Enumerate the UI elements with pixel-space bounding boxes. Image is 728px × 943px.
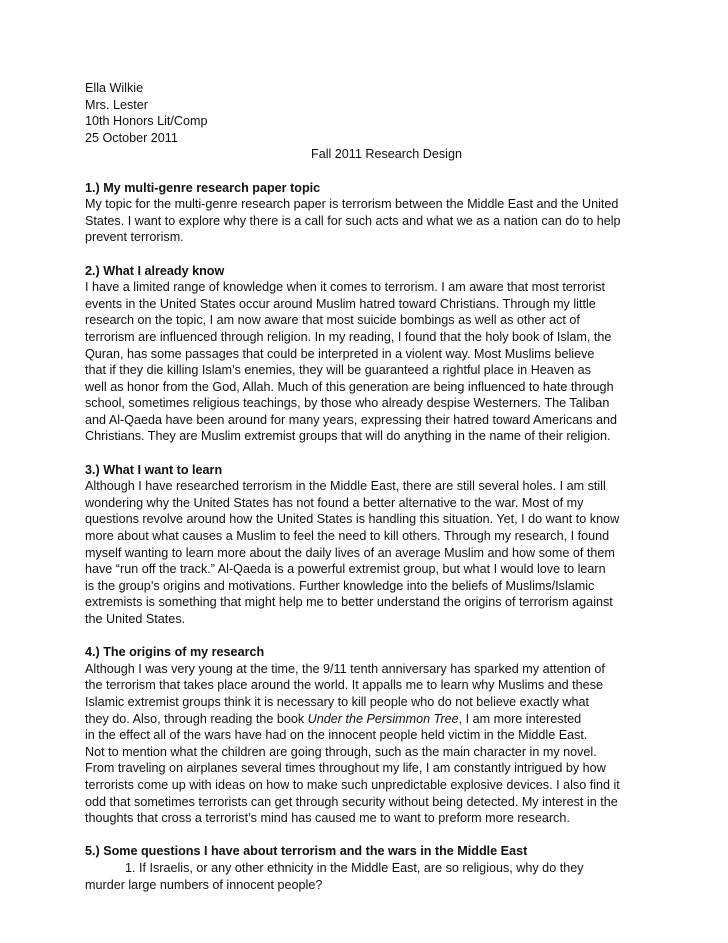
paragraph-line: terrorists come up with ideas on how to make such unpredictable explosive devices. I also find it [85,777,620,792]
paragraph-line: the terrorism that takes place around the world. It appalls me to learn why Muslims and these [85,678,603,693]
section-origins [85,644,660,827]
spacer [85,445,660,462]
paragraph-line: research on the topic, I am now aware that most suicide bombings as well as other act of [85,313,580,328]
paragraph-line: My topic for the multi-genre research paper is terrorism between the Middle East and the United [85,197,619,212]
paragraph-line [85,711,660,728]
section-questions [85,843,660,893]
course-name: 10th Honors Lit/Comp [85,114,208,129]
paragraph-line: murder large numbers of innocent people? [85,877,323,892]
paragraph-line: the United States. [85,612,186,626]
section-what-i-know [85,263,660,446]
paragraph-line: extremists is something that might help me to better understand the origins of terrorism against [85,595,613,610]
line-text-after: , I am more interested [458,711,582,726]
section-heading: 5.) Some questions I have about terrorism and the wars in the Middle East [85,844,528,859]
paragraph-line: Although I was very young at the time, the 9/11 tenth anniversary has sparked my attention of [85,661,605,676]
header-block [85,80,660,146]
paragraph-line: that if they die killing Islam’s enemies, they will be guaranteed a rightful place in Heaven as [85,363,591,378]
document-date: 25 October 2011 [85,130,178,145]
author-name: Ella Wilkie [85,81,144,95]
paragraph-line: in the effect all of the wars have had on the innocent people held victim in the Middle East. [85,728,588,743]
spacer [85,163,660,180]
paragraph-line: From traveling on airplanes several times throughout my life, I am constantly intrigued by how [85,761,606,776]
teacher-name: Mrs. Lester [85,97,148,112]
section-topic [85,180,660,246]
paragraph-line: and Al-Qaeda have been around for many years, expressing their hatred toward Americans and [85,412,618,427]
section-heading: 2.) What I already know [85,263,225,278]
paragraph-line: have “run off the track.” Al-Qaeda is a powerful extremist group, but what I would love to learn [85,562,606,577]
paragraph-line: Although I have researched terrorism in the Middle East, there are still several holes. I am still [85,479,606,494]
section-heading: 1.) My multi-genre research paper topic [85,180,321,195]
question-item: 1. If Israelis, or any other ethnicity in the Middle East, are so religious, why do they [125,860,584,875]
paragraph-line: school, sometimes religious teachings, by those who already despise Westerners. The Taliban [85,396,610,411]
paragraph-line: States. I want to explore why there is a call for such acts and what we as a nation can do to help [85,213,621,228]
paragraph-line: terrorism are influenced through religion. In my reading, I found that the holy book of Islam, the [85,329,612,344]
paragraph-line: events in the United States occur around Muslim hatred toward Christians. Through my little [85,296,596,311]
paragraph-line: wondering why the United States has not found a better alternative to the war. Most of my [85,495,584,510]
paragraph-line: more about what causes a Muslim to feel the need to kill others. Through my research, I found [85,529,610,544]
paragraph-line: prevent terrorism. [85,230,184,245]
spacer [85,827,660,844]
paragraph-line: thoughts that cross a terrorist’s mind has caused me to want to preform more research. [85,811,570,826]
spacer [85,628,660,645]
paragraph-line: Islamic extremist groups think it is necessary to kill people who do not believe exactly what [85,694,589,709]
book-title: Under the Persimmon Tree [307,711,459,726]
section-heading: 4.) The origins of my research [85,645,265,660]
paragraph-line: Quran, has some passages that could be interpreted in a violent way. Most Muslims believe [85,346,595,361]
section-want-to-learn [85,462,660,628]
paragraph-line: well as honor from the God, Allah. Much of this generation are being influenced to hate through [85,379,614,394]
spacer [85,246,660,263]
paragraph-line: Not to mention what the children are going through, such as the main character in my novel. [85,744,597,759]
document-title: Fall 2011 Research Design [311,147,462,162]
paragraph-line: questions revolve around how the United States is handling this situation. Yet, I do want to know [85,512,620,527]
document-body [85,80,660,893]
paragraph-line: is the group’s origins and motivations. Further knowledge into the beliefs of Muslims/Islamic [85,578,595,593]
paragraph-line: Christians. They are Muslim extremist groups that will do anything in the name of their religion. [85,429,611,444]
paragraph-line: myself wanting to learn more about the daily lives of an average Muslim and how some of them [85,545,615,560]
line-text-before: they do. Also, through reading the book [85,711,308,726]
paragraph-line: odd that sometimes terrorists can get through security without being detected. My interest in the [85,794,618,809]
paragraph-line: I have a limited range of knowledge when it comes to terrorism. I am aware that most terrorist [85,280,606,295]
section-heading: 3.) What I want to learn [85,462,223,477]
